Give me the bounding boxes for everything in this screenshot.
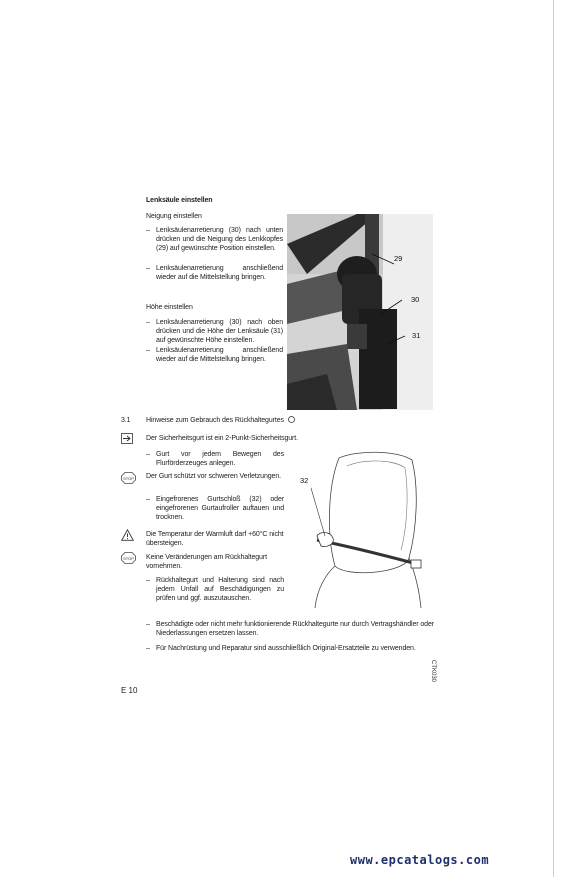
seat-belt-illustration (287, 448, 433, 608)
belt-section-title: Hinweise zum Gebrauch des Rückhaltegurtes (146, 416, 295, 425)
list-item: – Rückhaltegurt und Halterung sind nach jedem Unfall auf Beschädigungen zu prüfen und ggf. auszutauschen. (146, 577, 284, 602)
steering-column-photo (287, 214, 433, 410)
stop-note: Keine Veränderungen am Rückhaltegurt vornehmen. (146, 554, 267, 570)
height-heading: Höhe einstellen (146, 304, 193, 311)
warning-triangle-icon (121, 529, 134, 541)
list-item: – Lenksäulenarretierung anschließend wieder auf die Mittelstellung bringen. (146, 347, 283, 363)
tilt-heading: Neigung einstellen (146, 213, 202, 220)
stop-sign-icon (121, 472, 136, 484)
section-number: 3.1 (121, 417, 131, 424)
list-item: – Eingefrorenes Gurtschloß (32) oder eingefrorenen Gurtaufroller auftauen und trocknen. (146, 496, 284, 521)
callout-32: 32 (300, 476, 309, 485)
callout-29: 29 (394, 254, 403, 263)
callout-30: 30 (411, 295, 420, 304)
watermark-link[interactable]: www.epcatalogs.com (350, 853, 490, 867)
callout-31: 31 (412, 331, 421, 340)
list-item: – Lenksäulenarretierung (30) nach oben drücken und die Höhe der Lenksäule (31) auf gewünschte Höhe einstellen. (146, 319, 283, 344)
list-item: – Gurt vor jedem Bewegen des Flurförderzeuges anlegen. (146, 451, 284, 467)
svg-text:STOP: STOP (123, 556, 134, 561)
list-item: – Lenksäulenarretierung anschließend wieder auf die Mittelstellung bringen. (146, 265, 283, 281)
arrow-note: Der Sicherheitsgurt ist ein 2-Punkt-Sicherheitsgurt. (146, 435, 298, 442)
stop-sign-icon (121, 552, 136, 564)
svg-text:STOP: STOP (123, 476, 134, 481)
side-code: CTK030 (430, 660, 436, 683)
list-item: – Beschädigte oder nicht mehr funktionierende Rückhaltegurte nur durch Vertragshändler oder Niederlassungen ersetzen lassen. (146, 621, 434, 637)
warning-note: Die Temperatur der Warmluft darf +60°C nicht übersteigen. (146, 531, 284, 547)
page-number: E 10 (121, 686, 138, 695)
list-item: – Für Nachrüstung und Reparatur sind ausschließlich Original-Ersatzteile zu verwenden. (146, 645, 416, 652)
stop-note: Der Gurt schützt vor schweren Verletzungen. (146, 473, 281, 480)
section-heading: Lenksäule einstellen (146, 197, 213, 204)
page-edge-line (553, 0, 554, 877)
arrow-right-box-icon (121, 433, 133, 444)
list-item: – Lenksäulenarretierung (30) nach unten drücken und die Neigung des Lenkkopfes (29) auf gewünschte Position einstellen. (146, 227, 283, 252)
circle-icon (288, 416, 295, 423)
